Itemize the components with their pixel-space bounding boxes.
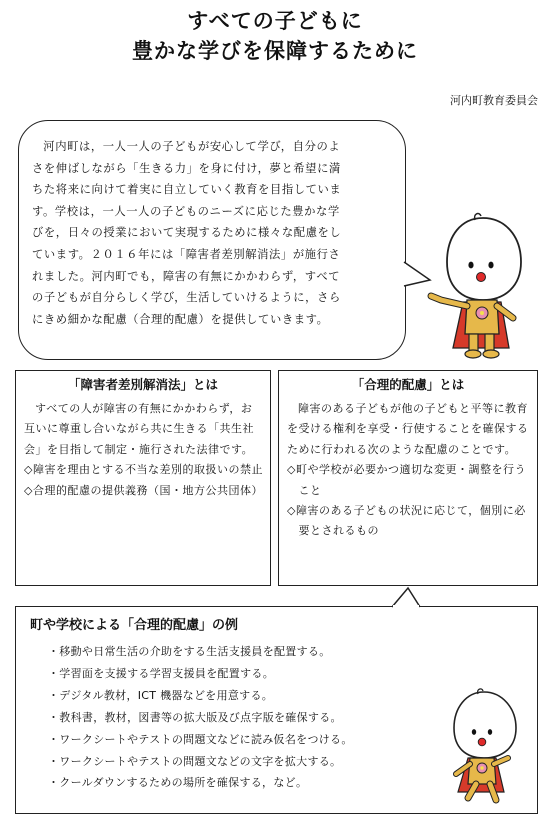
law-box-bullet: ◇障害を理由とする不当な差別的取扱いの禁止 <box>24 463 263 477</box>
intro-line: びを，日々の授業において実現するために様々な配慮をし <box>32 226 342 240</box>
examples-title: 町や学校による「合理的配慮」の例 <box>30 618 239 633</box>
law-box-body <box>24 399 263 501</box>
intro-line: さを伸ばしながら「生きる力」を身に付け，夢と希望に満 <box>32 161 341 175</box>
page-title-line1: すべての子どもに <box>187 9 363 33</box>
accommodation-box-bullet: ◇障害のある子どもの状況に応じて，個別に必要とされるもの <box>287 504 526 538</box>
example-item: ・学習面を支援する学習支援員を配置する。 <box>48 666 274 680</box>
intro-line: す。学校は，一人一人の子どものニーズに応じた豊かな学 <box>32 204 340 218</box>
intro-line: ちた将来に向けて着実に自立していく教育を目指していま <box>32 183 342 197</box>
reasonable-accommodation-box <box>278 370 538 586</box>
law-box-bullet: ◇合理的配慮の提供義務（国・地方公共団体） <box>24 483 263 497</box>
intro-line: にきめ細かな配慮（合理的配慮）を提供していきます。 <box>32 312 329 326</box>
mascot-character-running-icon <box>438 688 528 806</box>
example-item: ・ワークシートやテストの問題文などの文字を拡大する。 <box>48 754 342 768</box>
accommodation-box-description: 障害のある子どもが他の子どもと平等に教育を受ける権利を享受・行使することを確保するために行われる次のような配慮のことです。 <box>287 402 529 456</box>
accommodation-box-title: 「合理的配慮」とは <box>351 377 465 392</box>
example-item: ・クールダウンするための場所を確保する，など。 <box>48 776 308 790</box>
intro-line: の子どもが自分らしく学び，生活していけるように，さら <box>32 291 341 305</box>
organization-name: 河内町教育委員会 <box>450 94 538 107</box>
intro-line: 河内町は，一人一人の子どもが安心して学び，自分のよ <box>43 140 341 153</box>
example-item: ・デジタル教材，ICT 機器などを用意する。 <box>48 688 274 702</box>
example-item: ・移動や日常生活の介助をする生活支援員を配置する。 <box>48 645 331 658</box>
law-box-title: 「障害者差別解消法」とは <box>67 377 218 392</box>
law-explanation-box <box>15 370 271 586</box>
example-item: ・ワークシートやテストの問題文などに読み仮名をつける。 <box>48 732 353 746</box>
law-box-description: すべての人が障害の有無にかかわらず，お互いに尊重し合いながら共に生きる「共生社会」を目指して制定・施行された法律です。 <box>24 402 254 456</box>
mascot-character-pointing-icon <box>425 210 540 360</box>
intro-line: ています。２０１６年には「障害者差別解消法」が施行さ <box>32 247 341 261</box>
accommodation-box-body <box>287 399 530 542</box>
example-item: ・教科書，教材，図書等の拡大版及び点字版を確保する。 <box>48 710 342 724</box>
intro-text <box>32 136 388 330</box>
page-title-line2: 豊かな学びを保障するために <box>132 39 418 63</box>
intro-line: れました。河内町でも，障害の有無にかかわらず，すべて <box>32 269 341 283</box>
examples-list <box>48 641 353 794</box>
accommodation-box-bullet: ◇町や学校が必要かつ適切な変更・調整を行うこと <box>287 463 526 497</box>
